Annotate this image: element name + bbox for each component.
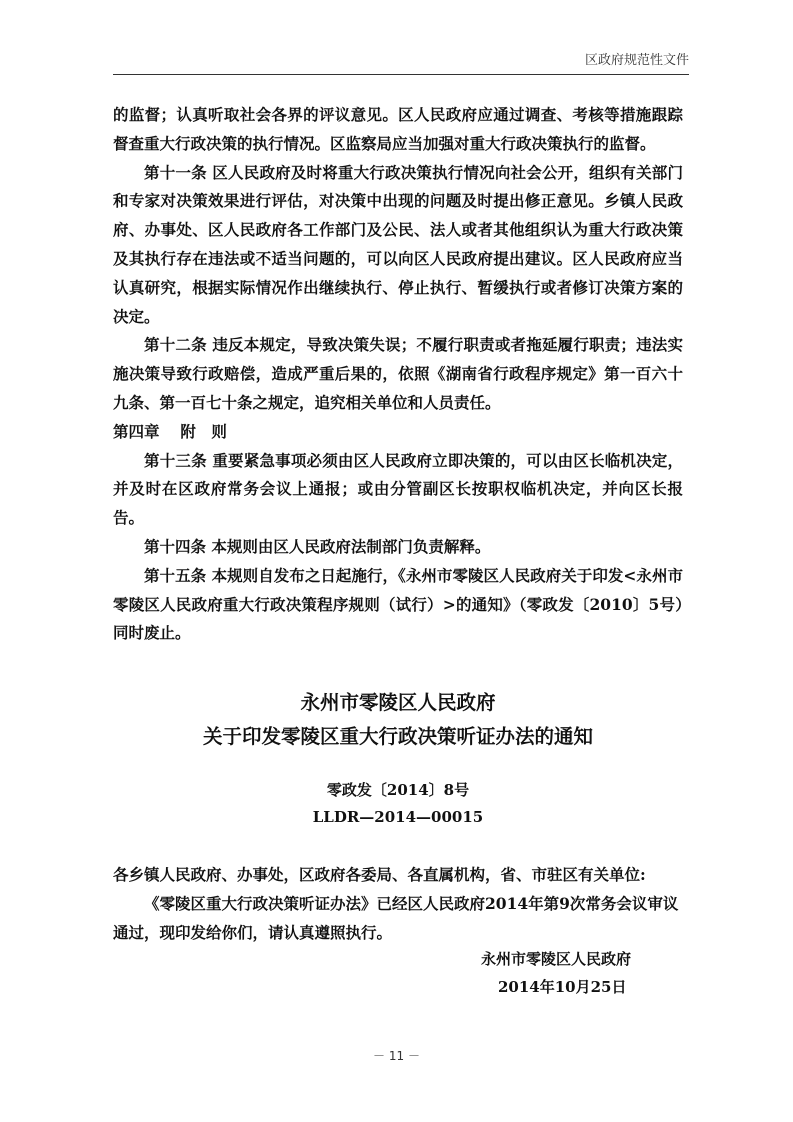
notice-title-line2: 关于印发零陵区重大行政决策听证办法的通知 bbox=[202, 725, 593, 748]
article-13: 第十三条 重要紧急事项必须由区人民政府立即决策的，可以由区长临机决定，并及时在区政府常务会议上通报；或由分管副区长按职权临机决定，并向区长报告。 bbox=[113, 450, 683, 528]
paragraph-continuation: 的监督；认真听取社会各界的评议意见。区人民政府应通过调查、考核等措施跟踪督查重大行政决策的执行情况。区监察局应当加强对重大行政决策执行的监督。 bbox=[113, 105, 683, 153]
signer: 永州市零陵区人民政府 bbox=[481, 950, 632, 968]
article-12: 第十二条 违反本规定，导致决策失误；不履行职责或者拖延履行职责；违法实施决策导致行政赔偿，造成严重后果的，依照《湖南省行政程序规定》第一百六十九条、第一百七十条之规定，追究相关单位和人员责任。 bbox=[113, 335, 683, 412]
notice-title bbox=[113, 686, 683, 756]
notice-title-line1: 永州市零陵区人民政府 bbox=[300, 691, 496, 714]
header-label: 区政府规范性文件 bbox=[584, 53, 689, 68]
article-11: 第十一条 区人民政府及时将重大行政决策执行情况向社会公开，组织有关部门和专家对决策效果进行评估，对决策中出现的问题及时提出修正意见。乡镇人民政府、办事处、区人民政府各工作部门及公民、法人或者其他组织认为重大行政决策及其执行存在违法或不适当问题的，可以向区人民政府提出建议。区人民政府应当认真研究，根据实际情况作出继续执行、停止执行、暂缓执行或者修订决策方案的决定。 bbox=[113, 162, 683, 326]
notice-addressee: 各乡镇人民政府、办事处，区政府各委局、各直属机构，省、市驻区有关单位: bbox=[113, 865, 646, 884]
page-number: － 11 － bbox=[373, 1049, 420, 1063]
regulation-body bbox=[113, 101, 683, 648]
notice-content: 《零陵区重大行政决策听证办法》已经区人民政府2014年第9次常务会议审议通过，现印发给你们，请认真遵照执行。 bbox=[113, 893, 679, 942]
article-15: 第十五条 本规则自发布之日起施行，《永州市零陵区人民政府关于印发<永州市零陵区人民政府重大行政决策程序规则（试行）>的通知》（零政发〔2010〕5号）同时废止。 bbox=[113, 565, 683, 643]
article-14: 第十四条 本规则由区人民政府法制部门负责解释。 bbox=[144, 536, 491, 556]
document-code: LLDR—2014—00015 bbox=[312, 808, 484, 826]
sign-date: 2014年10月25日 bbox=[498, 978, 627, 996]
document-number: 零政发〔2014〕8号 bbox=[326, 781, 470, 799]
notice-body bbox=[113, 861, 683, 947]
page-header bbox=[113, 52, 689, 75]
chapter-heading: 第四章 附 则 bbox=[113, 421, 227, 441]
